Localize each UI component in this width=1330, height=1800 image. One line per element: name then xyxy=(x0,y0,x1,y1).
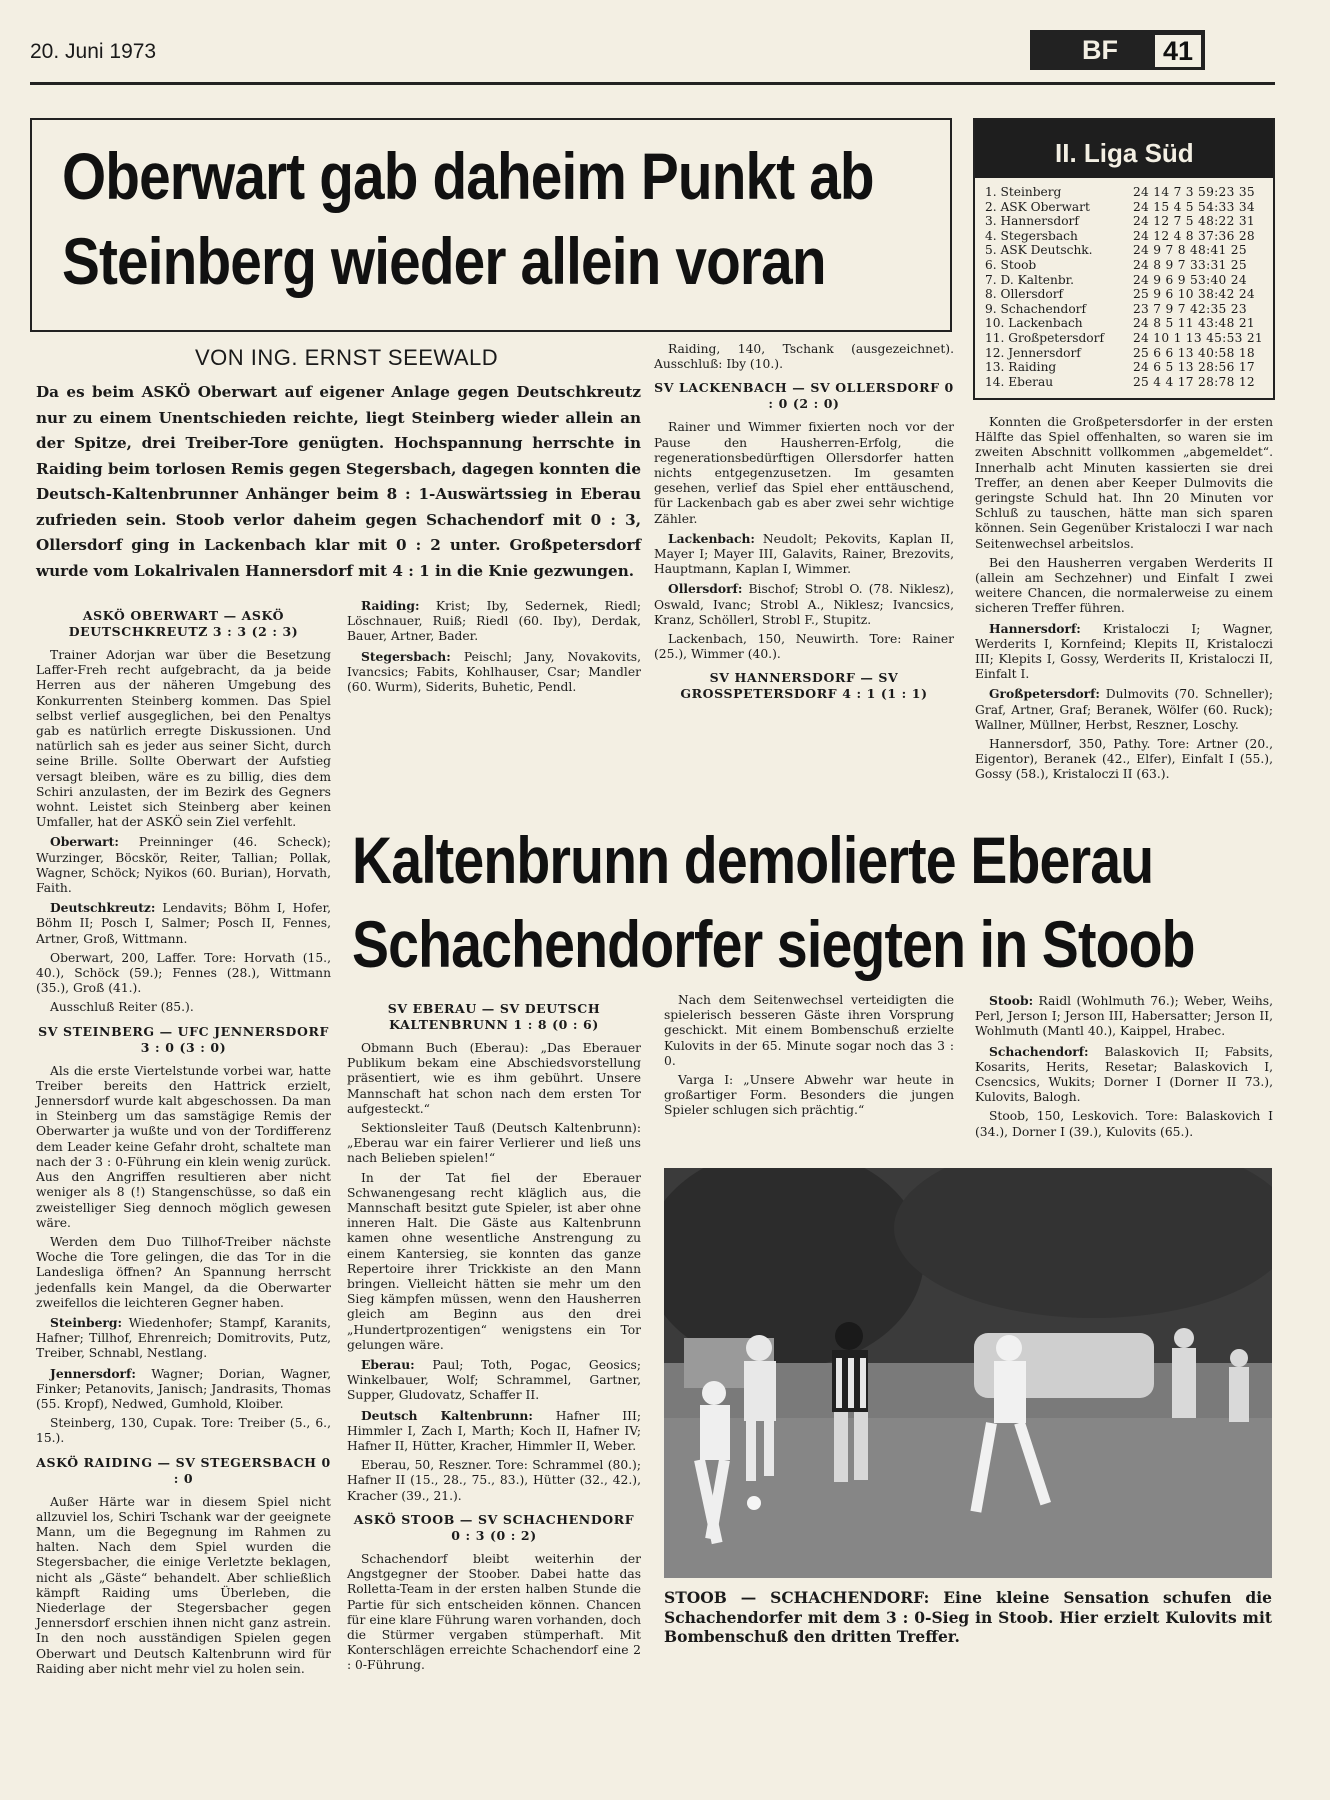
match-info: Oberwart, 200, Laffer. Tore: Horvath (15., 40.), Schöck (59.); Fennes (28.), Wittmann (35.), Groß (41.). xyxy=(36,950,331,996)
team-name: 11. Großpetersdorf xyxy=(985,330,1104,345)
team-name: 5. ASK Deutschk. xyxy=(985,243,1093,258)
team-label: Schachendorf: xyxy=(989,1043,1089,1059)
team-stats: 24 15 4 5 54:33 34 xyxy=(1133,199,1255,214)
lineup xyxy=(36,900,331,947)
match-title: SV STEINBERG — UFC JENNERSDORF 3 : 0 (3 : 0) xyxy=(38,1023,329,1055)
table-row xyxy=(985,229,1267,244)
lineup xyxy=(654,531,954,578)
team-label: Jennersdorf: xyxy=(50,1365,136,1381)
team-stats: 24 10 1 13 45:53 21 xyxy=(1133,330,1263,345)
article-column-4 xyxy=(975,415,1273,787)
match-title: ASKÖ OBERWART — ASKÖ DEUTSCHKREUTZ 3 : 3 (2 : 3) xyxy=(68,608,299,639)
team-label: Lackenbach: xyxy=(668,530,755,546)
lineup-names: Wiedenhofer; Stampf, Karanits, Hafner; Tillhof, Ehrenreich; Domitrovits, Putz, Treiber, Schnabl, Nestlang. xyxy=(36,1315,331,1361)
headline-1-line-2: Steinberg wieder allein voran xyxy=(62,224,826,298)
match-report: Schachendorf bleibt weiterhin der Angstgegner der Stoober. Dabei hatte das Rolletta-Team in der ersten halben Stunde die Partie für sich entscheiden können. Chancen für eine klare Führung waren vorhanden, doch die Stürmer vergaben stümperhaft. Mit Konterschlägen erreichte Schachendorf eine 2 : 0-Führung. xyxy=(347,1551,641,1673)
lineup-names: Paul; Toth, Pogac, Geosics; Winkelbauer, Wolf; Schrammel, Gartner, Supper, Gludovatz, Schaffer II. xyxy=(347,1358,641,1403)
article-column-1 xyxy=(36,600,331,1681)
lineup-names: Lendavits; Böhm I, Hofer, Böhm II; Posch I, Salmer; Posch II, Fennes, Artner, Groß, Wittmann. xyxy=(36,901,331,946)
article2-column-2 xyxy=(664,993,954,1123)
photo-caption: STOOB — SCHACHENDORF: Eine kleine Sensation schufen die Schachendorfer mit dem 3 : 0-Sieg in Stoob. Hier erzielt Kulovits mit Bombenschuß den dritten Treffer. xyxy=(664,1588,1272,1646)
table-row xyxy=(985,273,1267,288)
team-label: Großpetersdorf: xyxy=(989,686,1100,702)
section-label: BF xyxy=(1082,35,1118,65)
match-title: SV HANNERSDORF — SV GROSSPETERSDORF 4 : 1 (1 : 1) xyxy=(680,670,928,702)
table-row xyxy=(985,185,1267,200)
page-number: 41 xyxy=(1153,33,1203,69)
match-report: Rainer und Wimmer fixierten noch vor der Pause den Hausherren-Erfolg, die regenerationsbedürftigen Ollersdorfer hatten nichts entgegenzusetzen. Im gesamten gesehen, verlief das Spiel eher enttäuschend, für Lackenbach gab es aber zwei sehr wichtige Zähler. xyxy=(654,420,954,526)
team-stats: 23 7 9 7 42:35 23 xyxy=(1133,301,1247,316)
article2-column-3 xyxy=(975,993,1273,1144)
table-row xyxy=(985,375,1267,390)
article-intro: Da es beim ASKÖ Oberwart auf eigener Anlage gegen Deutschkreutz nur zu einem Unentschieden reichte, liegt Steinberg wieder allein an der Spitze, drei Treiber-Tore genügten. Hochspannung herrschte in Raiding beim torlosen Remis gegen Stegersbach, dagegen konnten die Deutsch-Kaltenbrunner Anhänger beim 8 : 1-Auswärtssieg in Eberau zufrieden sein. Stoob verlor daheim gegen Schachendorf mit 0 : 3, Ollersdorf ging in Lackenbach klar mit 0 : 2 unter. Großpetersdorf wurde vom Lokalrivalen Hannersdorf mit 4 : 1 in die Knie gezwungen. xyxy=(36,383,641,580)
team-stats: 24 9 7 8 48:41 25 xyxy=(1133,243,1247,258)
standings-header xyxy=(975,120,1273,178)
match-info: Eberau, 50, Reszner. Tore: Schrammel (80.); Hafner II (15., 28., 75., 83.), Hütter (32., 42.), Kracher (39., 21.). xyxy=(347,1458,641,1503)
team-stats: 24 9 6 9 53:40 24 xyxy=(1133,272,1247,287)
team-label: Ollersdorf: xyxy=(668,581,743,597)
team-name: 1. Steinberg xyxy=(985,185,1062,199)
headline-1-line-1: Oberwart gab daheim Punkt ab xyxy=(62,139,874,213)
team-label: Steinberg: xyxy=(50,1314,123,1330)
issue-date: 20. Juni 1973 xyxy=(30,40,157,63)
article-column-3 xyxy=(654,342,954,710)
table-row xyxy=(985,360,1267,375)
lineup xyxy=(36,1366,331,1413)
match-info: Steinberg, 130, Cupak. Tore: Treiber (5., 6., 15.). xyxy=(36,1416,331,1446)
match-report: In der Tat fiel der Eberauer Schwanengesang recht kläglich aus, die Mannschaft besitzt gute Spieler, ist aber ohne inneren Halt. Die Gäste aus Kaltenbrunn kamen ohne wesentliche Anstrengung zu einem Kantersieg, sie konnten das ganze Repertoire ihrer Trickkiste an den Mann bringen. Vielleicht hätten sie mehr um den Sieg kämpfen müssen, wenn den Hausherren gleich am Beginn aus den drei „Hundertprozentigen“ wenigstens ein Tor gelungen wäre. xyxy=(347,1170,641,1352)
team-label: Deutsch Kaltenbrunn: xyxy=(361,1407,533,1423)
team-name: 14. Eberau xyxy=(985,374,1054,389)
match-info: Hannersdorf, 350, Pathy. Tore: Artner (20., Eigentor), Beranek (42., Elfer), Einfalt I (55.), Gossy (58.), Kristaloczi II (63.). xyxy=(975,737,1273,782)
lineup xyxy=(347,598,641,645)
team-label: Deutschkreutz: xyxy=(50,900,156,916)
team-name: 2. ASK Oberwart xyxy=(985,199,1090,214)
lineup-names: Neudolt; Pekovits, Kaplan II, Mayer I; Mayer III, Galavits, Rainer, Brezovits, Hauptmann, Kaplan I, Wimmer. xyxy=(654,531,954,577)
match-report: Werden dem Duo Tillhof-Treiber nächste Woche die Tore gelingen, die das Tor in die Landesliga öffnen? An Spannung herrscht jedenfalls kein Mangel, da die Oberwarter zweifellos die leichteren Gegner haben. xyxy=(36,1234,331,1310)
team-stats: 24 8 5 11 43:48 21 xyxy=(1133,316,1255,331)
team-label: Eberau: xyxy=(361,1357,415,1373)
team-stats: 25 6 6 13 40:58 18 xyxy=(1133,345,1255,360)
photo-illustration xyxy=(664,1168,1272,1578)
lineup-names: Balaskovich II; Fabsits, Kosarits, Herits, Resetar; Balaskovich I, Csencsics, Wukits; Dorner I (Dorner II 73.), Kulovits, Balogh. xyxy=(975,1044,1273,1105)
section-badge xyxy=(1030,30,1205,70)
match-info: Stoob, 150, Leskovich. Tore: Balaskovich I (34.), Dorner I (39.), Kulovits (65.). xyxy=(975,1109,1273,1139)
match-report: Als die erste Viertelstunde vorbei war, hatte Treiber bereits den Hattrick erzielt, Jennersdorf wurde kalt abgeschossen. Da man in Steinberg um das samstägige Remis der Oberwarter ja wußte und von der Tordifferenz dem Leader keine Gefahr droht, schaltete man nach der 3 : 0-Führung ein klein wenig zurück. Aus den Angriffen resultieren aber nicht weniger als 8 (!) Stangenschüsse, so daß ein zweistelliger Sieg dennoch möglich gewesen wäre. xyxy=(36,1063,331,1230)
lineup xyxy=(347,649,641,696)
team-stats: 24 8 9 7 33:31 25 xyxy=(1133,257,1247,272)
lineup-names: Krist; Iby, Sedernek, Riedl; Löschnauer, Ruiß; Riedl (60. Iby), Derdak, Bauer, Artner, Bader. xyxy=(347,599,641,644)
table-row xyxy=(985,331,1267,346)
table-row xyxy=(985,302,1267,317)
lineup-names: Preinninger (46. Scheck); Wurzinger, Böcskör, Reiter, Tallian; Pollak, Wagner, Schöck; Nyikos (60. Burian), Horvath, Faith. xyxy=(36,835,331,896)
match-report: Außer Härte war in diesem Spiel nicht allzuviel los, Schiri Tschank war der geeignete Mann, um die Begegnung im Rahmen zu halten. Nach dem Spiel wurden die Stegersbacher, die einige Verletzte beklagen, nicht als „Gäste“ behandelt. Aber schließlich kämpft Raiding ums Überleben, die Niederlage der Stegersbacher gegen Jennersdorf erschien ihnen nicht ganz astrein. In den noch ausständigen Spielen gegen Oberwart und Deutsch Kaltenbrunn wird für Raiding aber nicht mehr viel zu holen sein. xyxy=(36,1494,331,1676)
team-name: 6. Stoob xyxy=(985,257,1037,272)
match-info: Raiding, 140, Tschank (ausgezeichnet). Ausschluß: Iby (10.). xyxy=(654,342,954,372)
team-name: 13. Raiding xyxy=(985,360,1057,375)
table-row xyxy=(985,258,1267,273)
table-row xyxy=(985,214,1267,229)
headline-2-line-1: Kaltenbrunn demolierte Eberau xyxy=(352,823,1154,897)
lineup-names: Peischl; Jany, Novakovits, Ivancsics; Fabits, Kohlhauser, Csar; Mandler (60. Wurm), Siderits, Buhetic, Pendl. xyxy=(347,649,641,695)
standings-table xyxy=(985,185,1267,389)
lineup xyxy=(36,1315,331,1362)
standings-title: II. Liga Süd xyxy=(1055,138,1194,168)
lineup xyxy=(975,1044,1273,1106)
team-name: 8. Ollersdorf xyxy=(985,287,1064,302)
lineup xyxy=(36,834,331,896)
team-stats: 24 6 5 13 28:56 17 xyxy=(1133,360,1255,375)
team-label: Stegersbach: xyxy=(361,648,451,664)
table-row xyxy=(985,346,1267,361)
table-row xyxy=(985,287,1267,302)
match-report: Nach dem Seitenwechsel verteidigten die spielerisch besseren Gäste ihren Vorsprung geschickt. Mit einem Bombenschuß erzielte Kulovits in der 65. Minute sogar noch das 3 : 0. xyxy=(664,993,954,1068)
match-report: Sektionsleiter Tauß (Deutsch Kaltenbrunn): „Eberau war ein fairer Verlierer und ließ uns nach Belieben spielen!“ xyxy=(347,1121,641,1166)
team-name: 7. D. Kaltenbr. xyxy=(985,272,1074,287)
table-row xyxy=(985,243,1267,258)
match-photo xyxy=(664,1168,1272,1578)
team-label: Oberwart: xyxy=(50,834,119,850)
match-report: Konnten die Großpetersdorfer in der ersten Hälfte das Spiel offenhalten, so waren sie im zweiten Abschnitt vollkommen „abgemeldet“. Innerhalb acht Minuten kassierten sie drei Treffer, an denen aber Keeper Dulmovits die geringste Schuld hat. Ihn 20 Minuten vor Schluß zu tauschen, hätte man sich sparen können. Sein Gegenüber Kristaloczi I war nach Seitenwechsel arbeitslos. xyxy=(975,415,1273,551)
match-report: Trainer Adorjan war über die Besetzung Laffer-Freh recht aufgebracht, da ja beide Herren aus der näheren Umgebung des Konkurrenten Steinberg kommen. Das Spiel selbst verlief ausgeglichen, bei den Penaltys gab es natürlich erregte Diskussionen. Und natürlich sah es jeder aus seiner Sicht, durch seine Brille. Sollte Oberwart der Aufstieg versagt bleiben, wäre es zu billig, dies dem Schiri anzulasten, der im Bezirk des Gegners wohnt. Leistet sich Steinberg aber keinen Umfaller, hat der ASKÖ sein Ziel verfehlt. xyxy=(36,648,331,830)
match-title: SV LACKENBACH — SV OLLERSDORF 0 : 0 (2 : 0) xyxy=(654,380,954,412)
team-label: Stoob: xyxy=(989,993,1034,1008)
lineup xyxy=(975,621,1273,683)
article-column-2 xyxy=(347,598,641,699)
team-stats: 25 4 4 17 28:78 12 xyxy=(1133,374,1255,389)
lineup xyxy=(347,1357,641,1404)
lineup xyxy=(975,686,1273,733)
team-stats: 24 14 7 3 59:23 35 xyxy=(1133,185,1255,199)
match-title: SV EBERAU — SV DEUTSCH KALTENBRUNN 1 : 8 (0 : 6) xyxy=(387,1001,601,1032)
lineup-names: Kristaloczi I; Wagner, Werderits I, Kornfeind; Klepits II, Kristaloczi III; Klepits I, Gossy, Werderits II, Kristaloczi II, Einfalt I. xyxy=(975,621,1273,682)
headline-2-line-2: Schachendorfer siegten in Stoob xyxy=(352,907,1195,981)
team-stats: 25 9 6 10 38:42 24 xyxy=(1133,287,1255,302)
lineup xyxy=(654,581,954,628)
team-label: Hannersdorf: xyxy=(989,620,1081,636)
match-title: ASKÖ STOOB — SV SCHACHENDORF 0 : 3 (0 : 2) xyxy=(353,1511,635,1543)
byline: VON ING. ERNST SEEWALD xyxy=(195,345,499,370)
lineup-names: Hafner III; Himmler I, Zach I, Marth; Koch II, Hafner IV; Hafner II, Hütter, Kracher, Himmler II, Weber. xyxy=(347,1408,642,1454)
team-label: Raiding: xyxy=(361,598,420,613)
team-stats: 24 12 4 8 37:36 28 xyxy=(1133,228,1255,243)
match-info: Lackenbach, 150, Neuwirth. Tore: Rainer (25.), Wimmer (40.). xyxy=(654,632,954,662)
match-info: Ausschluß Reiter (85.). xyxy=(50,1000,194,1015)
lineup-names: Wagner; Dorian, Wagner, Finker; Petanovits, Janisch; Jandrasits, Thomas (55. Kropf), Nedwed, Gumhold, Kloiber. xyxy=(36,1366,331,1411)
team-name: 9. Schachendorf xyxy=(985,301,1087,316)
lineup xyxy=(975,993,1273,1040)
match-report: Obmann Buch (Eberau): „Das Eberauer Publikum bekam eine Abschiedsvorstellung präsentiert, wie es ihm gebührt. Unsere Mannschaft hat schon nach dem ersten Tor aufgesteckt.“ xyxy=(347,1041,641,1116)
match-report: Varga I: „Unsere Abwehr war heute in großartiger Form. Besonders die jungen Spieler schlugen sich prächtig.“ xyxy=(664,1073,954,1118)
team-stats: 24 12 7 5 48:22 31 xyxy=(1133,214,1255,229)
lineup xyxy=(347,1408,641,1455)
table-row xyxy=(985,200,1267,215)
team-name: 12. Jennersdorf xyxy=(985,345,1081,360)
team-name: 3. Hannersdorf xyxy=(985,214,1079,229)
table-row xyxy=(985,316,1267,331)
lineup-names: Dulmovits (70. Schneller); Graf, Artner, Graf; Beranek, Wölfer (60. Ruck); Wallner, Müllner, Herbst, Reszner, Loschy. xyxy=(975,687,1273,732)
match-report: Bei den Hausherren vergaben Werderits II (allein am Sechzehner) und Einfalt I zwei weitere Chancen, die normalerweise zu einem sicheren Treffer führen. xyxy=(975,555,1273,616)
match-title: ASKÖ RAIDING — SV STEGERSBACH 0 : 0 xyxy=(36,1454,331,1486)
lineup-names: Bischof; Strobl O. (78. Niklesz), Oswald, Ivanc; Strobl A., Niklesz; Ivancsics, Kranz, Schöllerl, Strobl F., Stupitz. xyxy=(654,582,954,627)
lineup-names: Raidl (Wohlmuth 76.); Weber, Weihs, Perl, Jerson I; Jerson III, Habersatter; Jerson II, Wohlmuth (Mantl 40.), Kaippel, Hrabec. xyxy=(975,994,1273,1039)
header-rule xyxy=(30,82,1275,85)
article2-column-1 xyxy=(347,993,641,1678)
team-name: 10. Lackenbach xyxy=(985,316,1083,331)
team-name: 4. Stegersbach xyxy=(985,228,1078,243)
